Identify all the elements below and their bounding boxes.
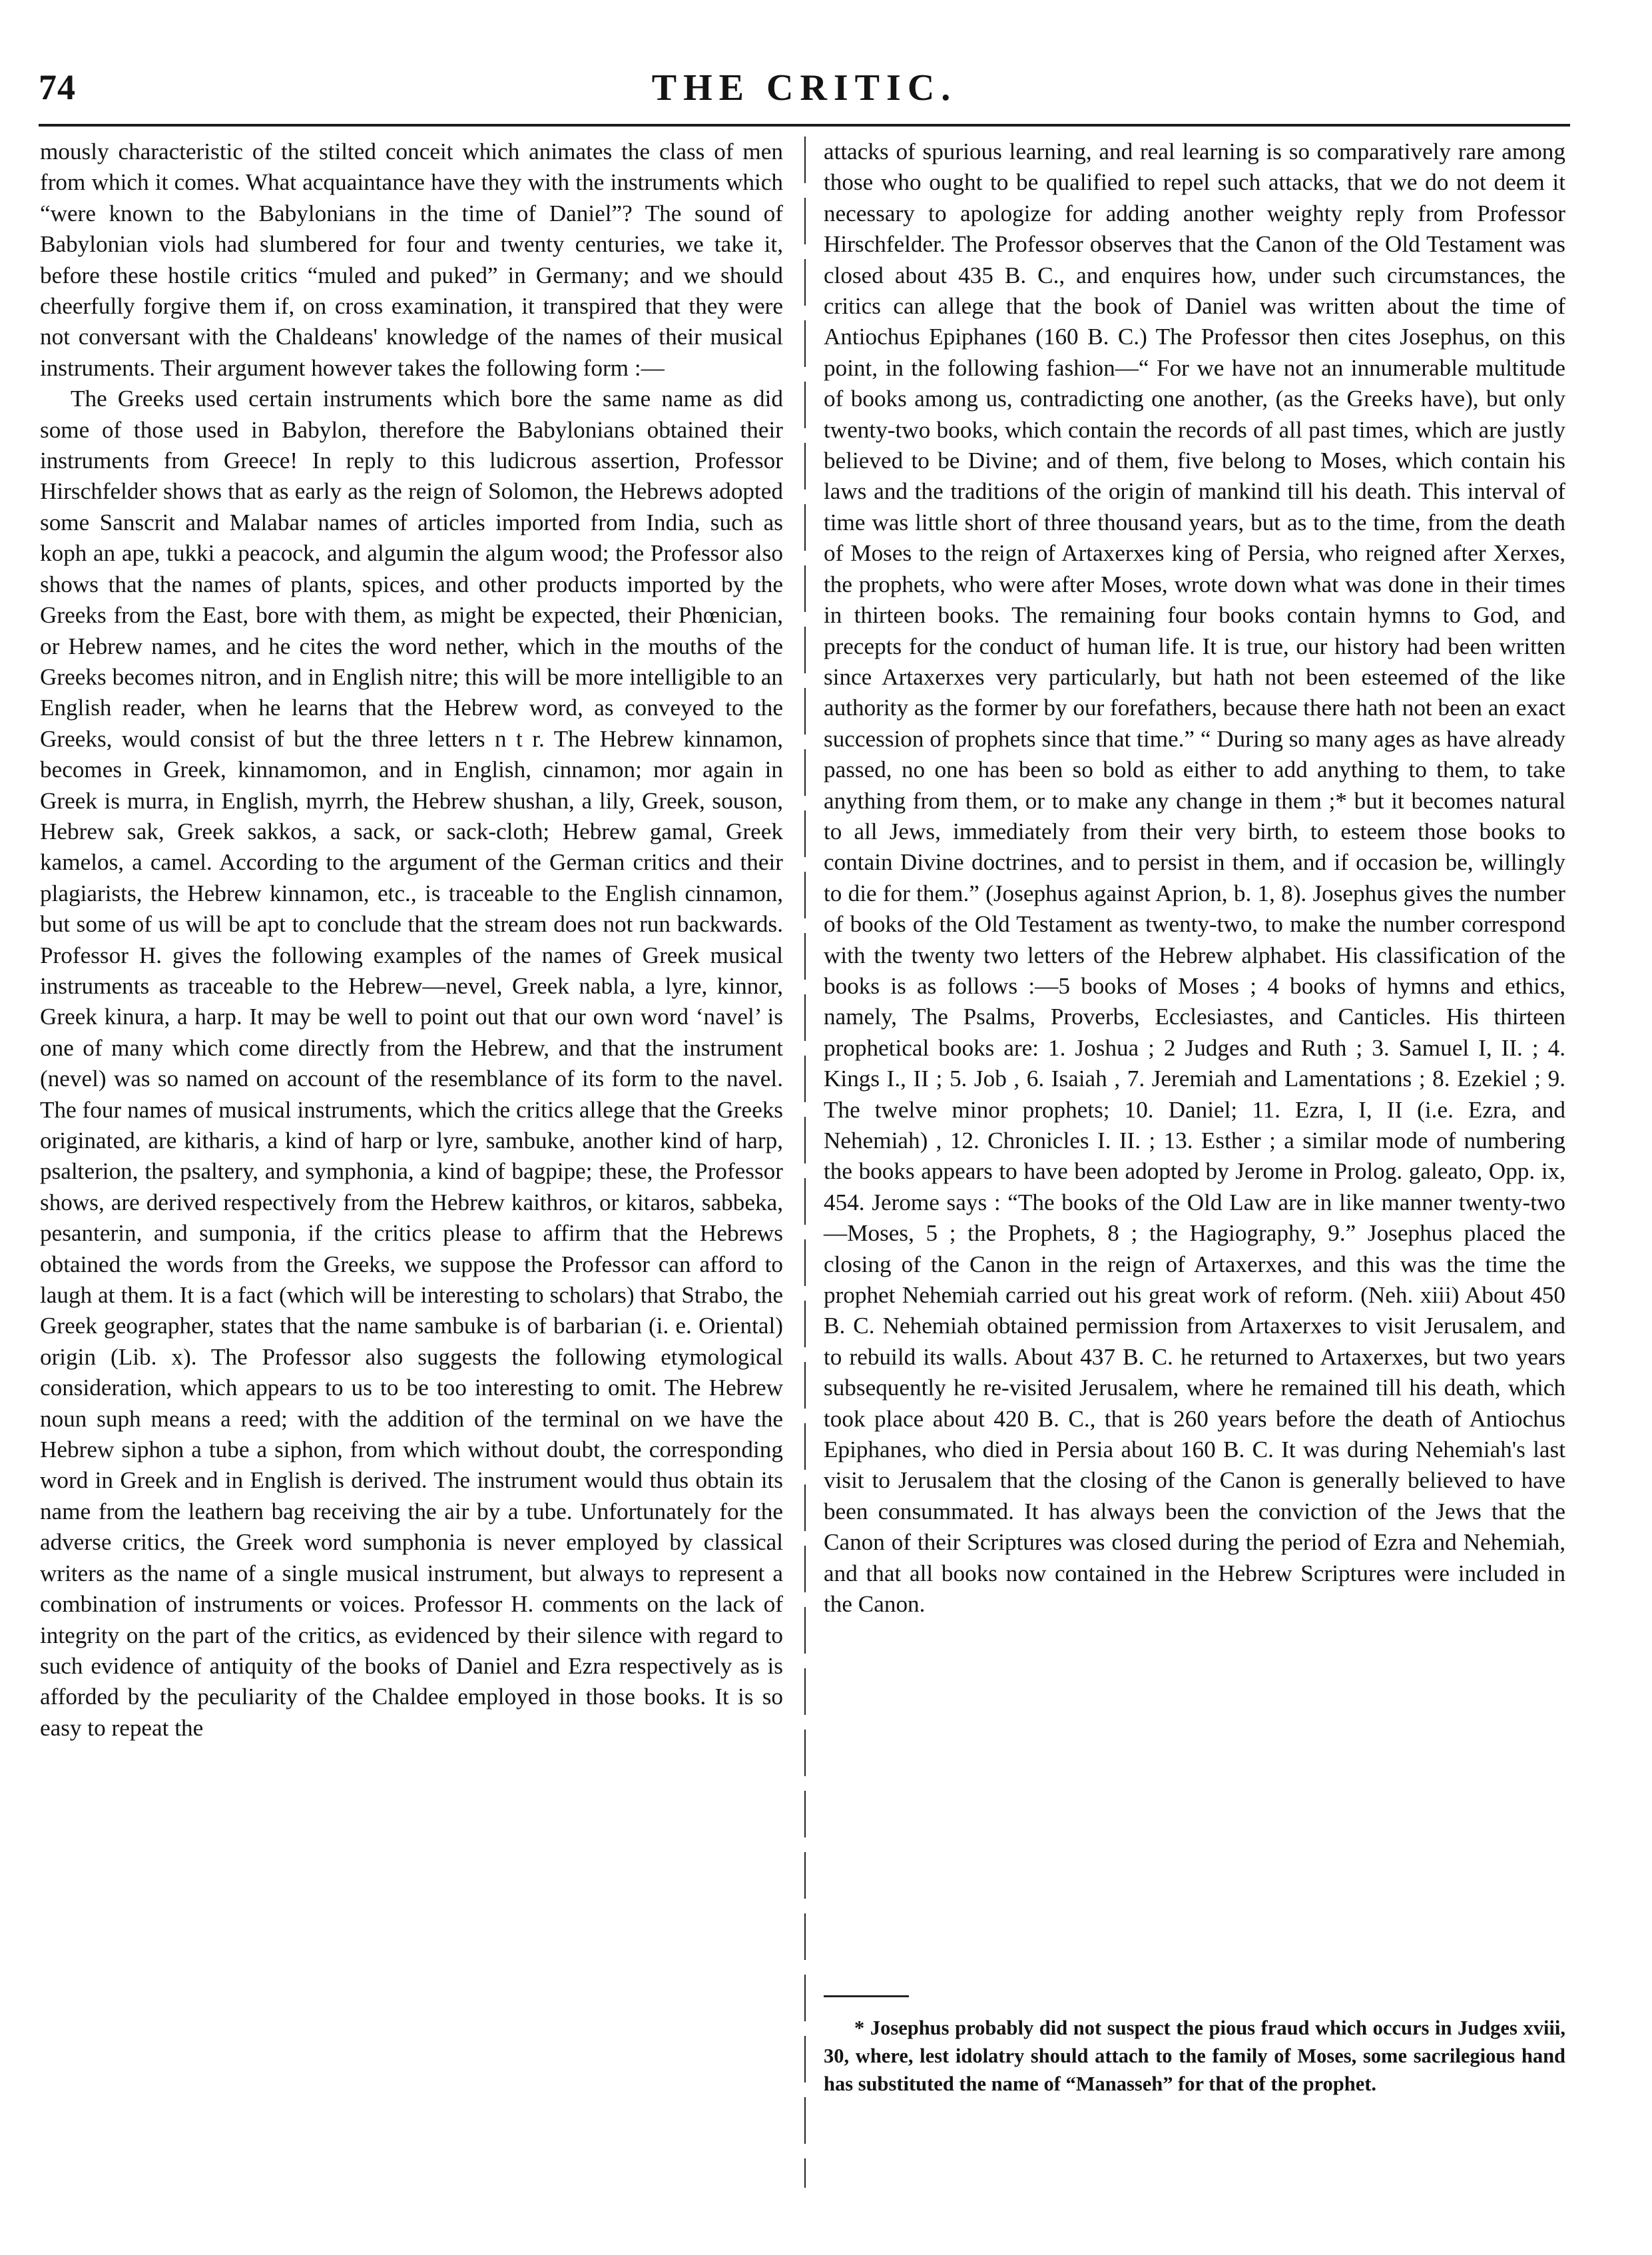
header-rule xyxy=(39,124,1570,127)
column-divider xyxy=(804,137,806,2188)
right-paragraph-1: attacks of spurious learning, and real learning is so comparatively rare among those who ought to be qualified to repel such attacks, that we do not deem it necessary to apologize for adding another weighty reply from Professor Hirschfelder. The Professor observes that the Canon of the Old Testament was closed about 435 B. C., and enquires how, under such circumstances, the critics can allege that the book of Daniel was written about the time of Antiochus Epiphanes (160 B. C.) The Professor then cites Josephus, on this point, in the following fashion—“ For we have not an innumerable multitude of books among us, contradicting one another, (as the Greeks have), but only twenty-two books, which contain the records of all past times, which are justly believed to be Divine; and of them, five belong to Moses, which contain his laws and the traditions of the origin of mankind till his death. This interval of time was little short of three thousand years, but as to the time, from the death of Moses to the reign of Artaxerxes king of Persia, who reigned after Xerxes, the prophets, who were after Moses, wrote down what was done in their times in thirteen books. The remaining four books contain hymns to God, and precepts for the conduct of human life. It is true, our history had been written since Artaxerxes very particularly, but hath not been esteemed of the like authority as the former by our forefathers, because there hath not been an exact succession of prophets since that time.” “ During so many ages as have already passed, no one has been so bold as either to add anything to them, to take anything from them, or to make any change in them ;* but it becomes natural to all Jews, immediately from their very birth, to esteem those books to contain Divine doctrines, and to persist in them, and if occasion be, willingly to die for them.” (Josephus against Aprion, b. 1, 8). Josephus gives the number of books of the Old Testament as twenty-two, to make the number correspond with the twenty two letters of the Hebrew alphabet. His classification of the books is as follows :—5 books of Moses ; 4 books of hymns and ethics, namely, The Psalms, Proverbs, Ecclesiastes, and Canticles. His thirteen prophetical books are: 1. Joshua ; 2 Judges and Ruth ; 3. Samuel I, II. ; 4. Kings I., II ; 5. Job , 6. Isaiah , 7. Jeremiah and Lamentations ; 8. Ezekiel ; 9. The twelve minor prophets; 10. Daniel; 11. Ezra, I, II (i.e. Ezra, and Nehemiah) , 12. Chronicles I. II. ; 13. Esther ; a similar mode of numbering the books appears to have been adopted by Jerome in Prolog. galeato, Opp. ix, 454. Jerome says : “The books of the Old Law are in like manner twenty-two—Moses, 5 ; the Prophets, 8 ; the Hagiography, 9.” Josephus placed the closing of the Canon in the reign of Artaxerxes, and this was the time the prophet Nehemiah carried out his great work of reform. (Neh. xiii) About 450 B. C. Nehemiah obtained permission from Artaxerxes to visit Jerusalem, and to rebuild its walls. About 437 B. C. he returned to Artaxerxes, but two years subsequently he re-visited Jerusalem, where he remained till his death, which took place about 420 B. C., that is 260 years before the death of Antiochus Epiphanes, who died in Persia about 160 B. C. It was during Nehemiah's last visit to Jerusalem that the closing of the Canon is generally believed to have been consummated. It has always been the conviction of the Jews that the Canon of their Scriptures was closed during the period of Ezra and Nehemiah, and that all books now contained in the Hebrew Scriptures were included in the Canon. xyxy=(824,139,1565,1618)
left-paragraph-2: The Greeks used certain instruments which bore the same name as did some of those used in Babylon, therefore the Babylonians obtained their instruments from Greece! In reply to this ludicrous assertion, Professor Hirschfelder shows that as early as the reign of Solomon, the Hebrews adopted some Sanscrit and Malabar names of articles imported from India, such as koph an ape, tukki a peacock, and algumin the algum wood; the Professor also shows that the names of plants, spices, and other products imported by the Greeks from the East, bore with them, as might be expected, their Phœnician, or Hebrew names, and he cites the word nether, which in the mouths of the Greeks becomes nitron, and in English nitre; this will be more intelligible to an English reader, when he learns that the Hebrew word, as conveyed to the Greeks, would consist of but the three letters n t r. The Hebrew kinnamon, becomes in Greek, kinnamomon, and in English, cinnamon; mor again in Greek is murra, in English, myrrh, the Hebrew shushan, a lily, Greek, souson, Hebrew sak, Greek sakkos, a sack, or sack-cloth; Hebrew gamal, Greek kamelos, a camel. According to the argument of the German critics and their plagiarists, the Hebrew kinnamon, etc., is traceable to the English cinnamon, but some of us will be apt to conclude that the stream does not run backwards. Professor H. gives the following examples of the names of Greek musical instruments as traceable to the Hebrew—nevel, Greek nabla, a lyre, kinnor, Greek kinura, a harp. It may be well to point out that our own word ‘navel’ is one of many which come directly from the Hebrew, and that the instrument (nevel) was so named on account of the resemblance of its form to the navel. The four names of musical instruments, which the critics allege that the Greeks originated, are kitharis, a kind of harp or lyre, sambuke, another kind of harp, psalterion, the psaltery, and symphonia, a kind of bagpipe; these, the Professor shows, are derived respectively from the Hebrew kaithros, or kitaros, sabbeka, pesanterin, and sumponia, if the critics please to affirm that the Hebrews obtained the words from the Greeks, we suppose the Professor can afford to laugh at them. It is a fact (which will be interesting to scholars) that Strabo, the Greek geographer, states that the name sambuke is of barbarian (i. e. Oriental) origin (Lib. x). The Professor also suggests the following etymological consideration, which appears to us to be too interesting to omit. The Hebrew noun suph means a reed; with the addition of the terminal on we have the Hebrew siphon a tube a siphon, from which without doubt, the corresponding word in Greek and in English is derived. The instrument would thus obtain its name from the leathern bag receiving the air by a tube. Unfortunately for the adverse critics, the Greek word sumphonia is never employed by classical writers as the name of a single musical instrument, but always to represent a combination of instruments or voices. Professor H. comments on the lack of integrity on the part of the critics, as evidenced by their silence with regard to such evidence of antiquity of the books of Daniel and Ezra respectively as is afforded by the peculiarity of the Chaldee employed in those books. It is so easy to repeat the xyxy=(40,386,783,1741)
running-title: THE CRITIC. xyxy=(651,67,958,109)
left-column xyxy=(40,137,783,1744)
page-number: 74 xyxy=(39,67,76,107)
footnote-rule xyxy=(824,1995,909,1997)
left-paragraph-1: mously characteristic of the stilted conceit which animates the class of men from which it comes. What acquaintance have they with the instruments which “were known to the Babylonians in the time of Daniel”? The sound of Babylonian viols had slumbered for four and twenty centuries, we take it, before these hostile critics “muled and puked” in Germany; and we should cheerfully forgive them if, on cross examination, it transpired that they were not conversant with the Chaldeans' knowledge of the names of their musical instruments. Their argument however takes the following form :— xyxy=(40,139,783,381)
footnote xyxy=(824,2014,1565,2098)
right-column xyxy=(824,137,1565,1620)
footnote-text: * Josephus probably did not suspect the pious fraud which occurs in Judges xviii, 30, where, lest idolatry should attach to the family of Moses, some sacrilegious hand has substituted the name of “Manasseh” for that of the prophet. xyxy=(824,2017,1565,2095)
page-header xyxy=(39,67,1570,113)
